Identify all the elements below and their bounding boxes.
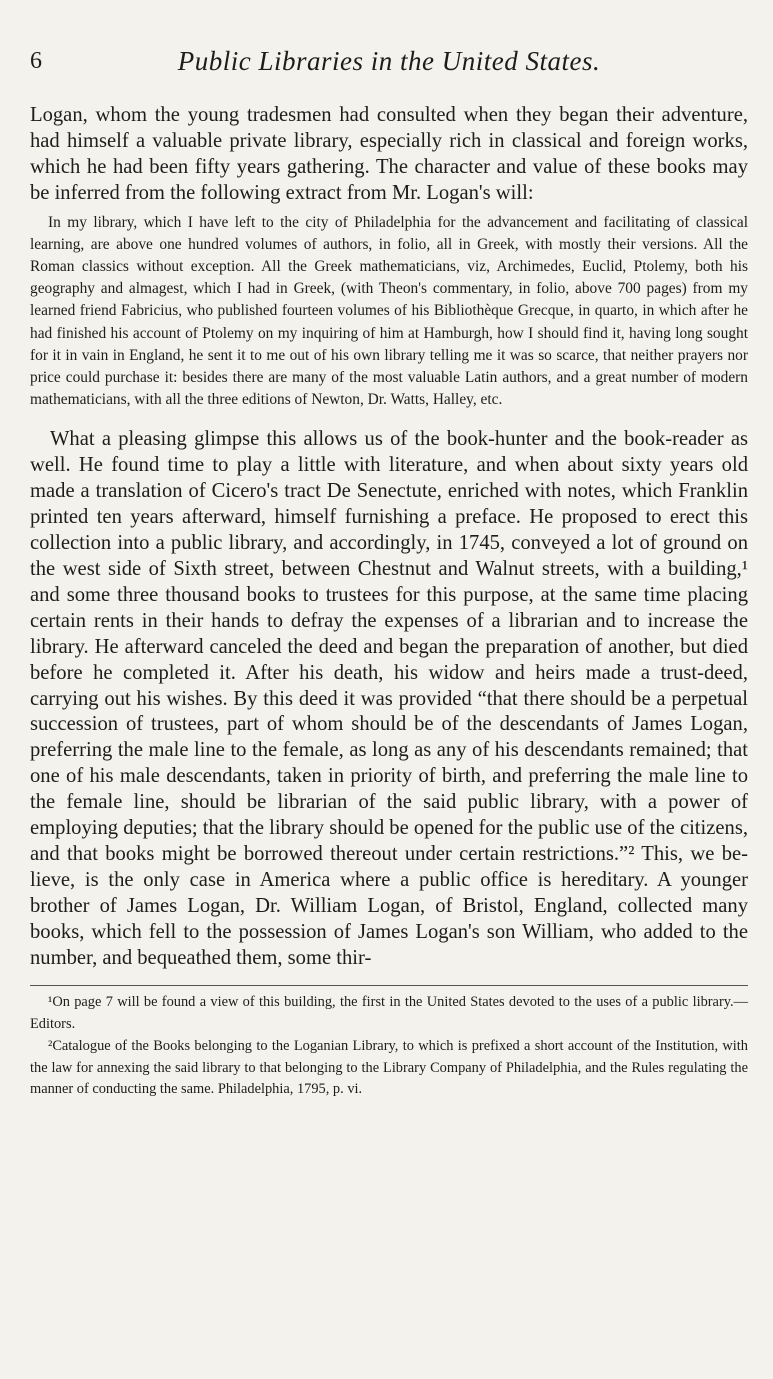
body-paragraph-2: What a pleasing glimpse this allows us of the book-hunter and the book-reader as well. He found time to play a little with literature, and when about sixty years old made a translation of Cicero's tract De Senectute, enriched with notes, which Franklin printed ten years afterward, himself furnishing a preface. He proposed to erect this collection into a public library, and accordingly, in 1745, conveyed a lot of ground on the west side of Sixth street, between Chestnut and Walnut streets, with a building,¹ and some three thousand books to trustees for this purpose, at the same time placing certain rents in their hands to defray the expenses of a librarian and to increase the library. He afterward canceled the deed and began the preparation of another, but died before he completed it. After his death, his widow and heirs made a trust-deed, carrying out his wishes. By this deed it was provided “that there should be a perpetual succession of trustees, part of whom should be of the descendants of James Logan, preferring the male line to the female, as long as any of his descendants remained; that one of his male descendants, taken in priority of birth, and preferring the male line to the female line, should be librarian of the said public library, with a power of employing deputies; that the library should be opened for the public use of the citizens, and that books might be borrowed thereout under certain restrictions.”² This, we believe, is the only case in America where a public office is hereditary. A younger brother of James Logan, Dr. William Logan, of Bristol, England, collected many books, which fell to the possession of James Logan's son William, who added to the number, and bequeathed them, some thir-: [30, 428, 748, 969]
body-paragraph-1: Logan, whom the young tradesmen had consulted when they began their adventure, had himself a valuable private library, especially rich in classical and foreign works, which he had been fifty years gathering. The character and value of these books may be inferred from the following extract from Mr. Logan's will:: [30, 104, 748, 204]
book-page: [30, 40, 748, 1101]
footnote-divider: [30, 985, 748, 986]
will-extract-quote: In my library, which I have left to the city of Philadelphia for the advancement and facilitating of classical learning, are above one hundred volumes of authors, in folio, all in Greek, with mostly their versions. All the Roman classics without exception. All the Greek mathematicians, viz, Archimedes, Euclid, Ptolemy, both his geography and almagest, which I had in Greek, (with Theon's commentary, in folio, above 700 pages) from my learned friend Fabricius, who published fourteen volumes of his Bibliothèque Grecque, in quarto, in which after he had finished his account of Ptolemy on my inquiring of him at Hamburgh, how I should find it, having long sought for it in vain in England, he sent it to me out of his own library telling me it was so scarce, that neither prayers nor price could purchase it: besides there are many of the most valuable Latin authors, and a great number of modern mathematicians, with all the three editions of Newton, Dr. Watts, Halley, etc.: [30, 213, 748, 409]
running-title: Public Libraries in the United States.: [177, 46, 601, 76]
page-header: [30, 40, 748, 80]
footnote-1: ¹On page 7 will be found a view of this building, the first in the United States devoted to the uses of a public library.—Editors.: [30, 994, 748, 1032]
page-number: 6: [30, 48, 42, 74]
footnote-2: ²Catalogue of the Books belonging to the Loganian Library, to which is prefixed a short account of the Institution, with the law for annexing the said library to that belonging to the Library Company of Philadelphia, and the Rules regulating the manner of conducting the same. Philadelphia, 1795, p. vi.: [30, 1038, 748, 1098]
